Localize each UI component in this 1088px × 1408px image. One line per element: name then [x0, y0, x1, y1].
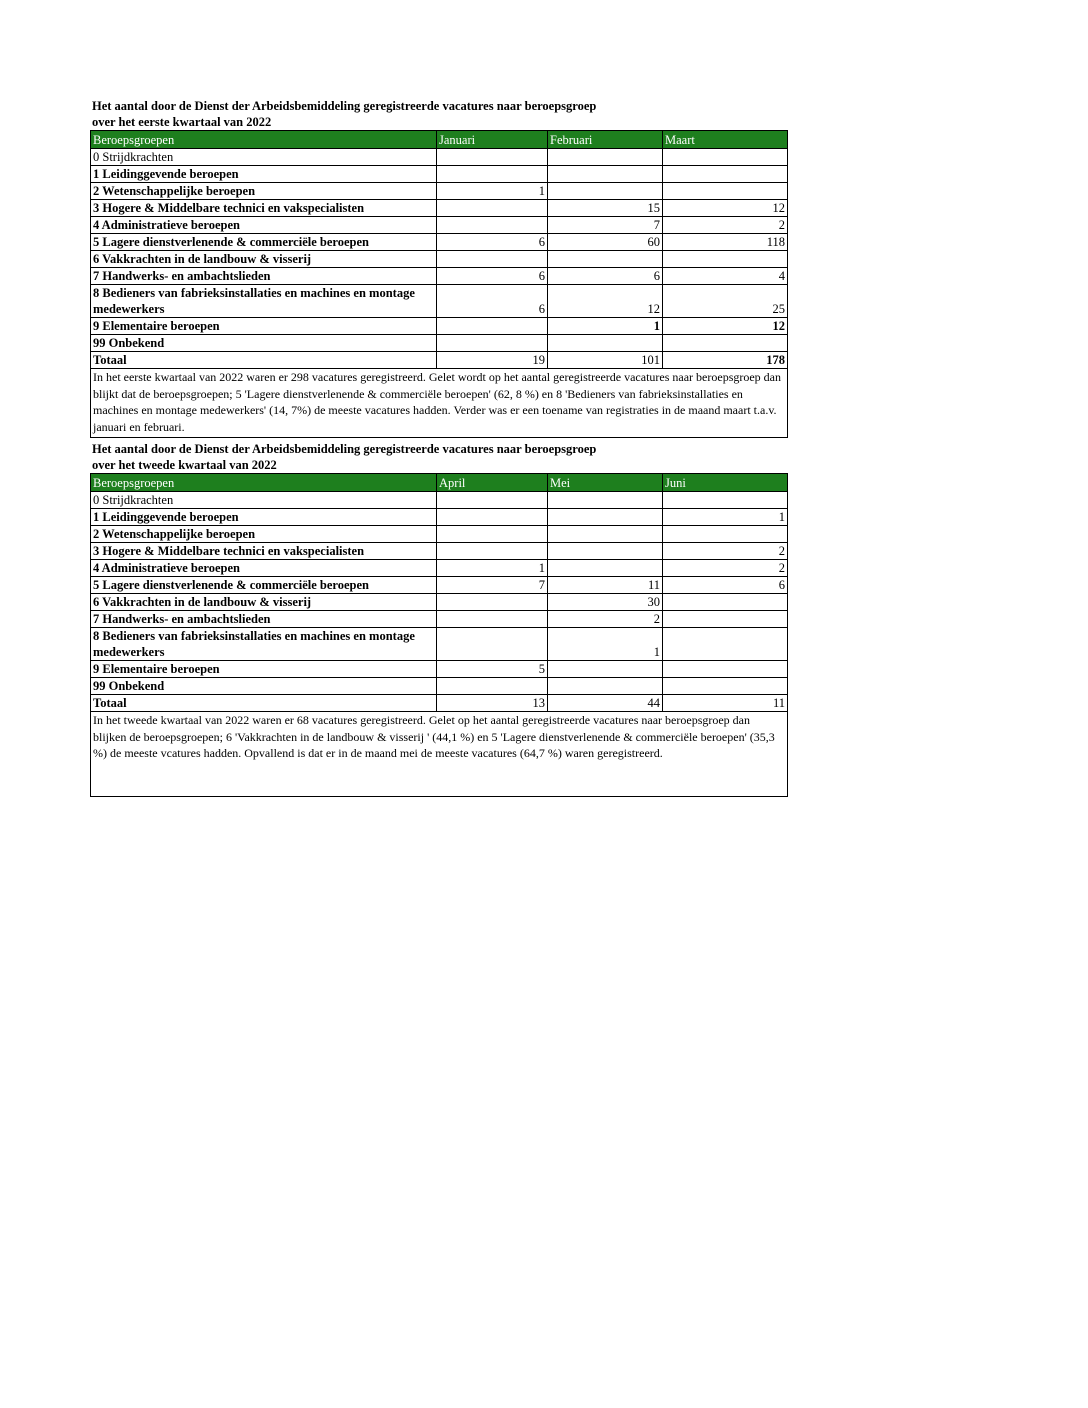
header-beroepsgroepen: Beroepsgroepen — [91, 474, 437, 492]
cell-value — [437, 335, 548, 352]
row-label: 1 Leidinggevende beroepen — [91, 509, 437, 526]
row-label: 6 Vakkrachten in de landbouw & visserij — [91, 251, 437, 268]
cell-value — [663, 678, 788, 695]
row-label: 4 Administratieve beroepen — [91, 560, 437, 577]
cell-value: 1 — [437, 560, 548, 577]
cell-value: 5 — [437, 661, 548, 678]
row-label: 6 Vakkrachten in de landbouw & visserij — [91, 594, 437, 611]
row-label: 2 Wetenschappelijke beroepen — [91, 183, 437, 200]
cell-value — [437, 594, 548, 611]
cell-value — [548, 166, 663, 183]
table-row — [91, 251, 788, 268]
cell-value — [548, 661, 663, 678]
table-row — [91, 318, 788, 335]
cell-value: 19 — [437, 352, 548, 369]
row-label: 9 Elementaire beroepen — [91, 661, 437, 678]
cell-value: 7 — [548, 217, 663, 234]
row-label: 7 Handwerks- en ambachtslieden — [91, 611, 437, 628]
cell-value: 13 — [437, 695, 548, 712]
table-row — [91, 594, 788, 611]
table-row — [91, 543, 788, 560]
table-title-line2: over het eerste kwartaal van 2022 — [92, 115, 272, 129]
table-row — [91, 200, 788, 217]
row-label: 8 Bedieners van fabrieksinstallaties en machines en montage medewerkers — [91, 285, 437, 318]
cell-value — [663, 183, 788, 200]
cell-value: 1 — [548, 628, 663, 661]
total-row — [91, 695, 788, 712]
cell-value — [548, 560, 663, 577]
header-month-2: Mei — [548, 474, 663, 492]
cell-value: 1 — [437, 183, 548, 200]
cell-value: 12 — [663, 200, 788, 217]
table-note: In het eerste kwartaal van 2022 waren er 298 vacatures geregistreerd. Gelet wordt op het aantal geregistreerde vacatures naar beroepsgroep dan blijkt dat de beroepsgroepen; 5 'Lagere dienstverlenende & commerciële beroepen' (62, 8 %) en 8 'Bedieners van fabrieksinstallaties en machines en montage medewerkers' (14, 7%) de meeste vacatures hadden. Verder was er een toename van registraties in de maand maart t.a.v. januari en februari. — [91, 369, 788, 438]
cell-value: 7 — [437, 577, 548, 594]
table-block-q2 — [90, 441, 787, 797]
table-row — [91, 661, 788, 678]
cell-value — [437, 509, 548, 526]
cell-value: 6 — [437, 234, 548, 251]
row-label: 2 Wetenschappelijke beroepen — [91, 526, 437, 543]
cell-value — [437, 200, 548, 217]
cell-value — [663, 594, 788, 611]
cell-value — [663, 251, 788, 268]
row-label: Totaal — [91, 352, 437, 369]
cell-value: 11 — [548, 577, 663, 594]
cell-value — [437, 611, 548, 628]
table-row — [91, 268, 788, 285]
cell-value: 118 — [663, 234, 788, 251]
cell-value — [548, 492, 663, 509]
table-note: In het tweede kwartaal van 2022 waren er 68 vacatures geregistreerd. Gelet op het aantal geregistreerde vacatures naar beroepsgroep dan blijken de beroepsgroepen; 6 'Vakkrachten in de landbouw & visserij ' (44,1 %) en 5 'Lagere dienstverlenende & commerciële beroepen' (35,3 %) de meeste vcatures hadden. Opvallend is dat er in de maand mei de meeste vacatures (64,7 %) waren geregistreerd. — [91, 712, 788, 797]
table-row — [91, 611, 788, 628]
cell-value: 6 — [663, 577, 788, 594]
cell-value — [663, 611, 788, 628]
cell-value — [548, 543, 663, 560]
cell-value: 2 — [663, 543, 788, 560]
total-row — [91, 352, 788, 369]
cell-value: 25 — [663, 285, 788, 318]
table-row — [91, 149, 788, 166]
vacatures-table-q1 — [90, 130, 788, 438]
cell-value: 12 — [548, 285, 663, 318]
cell-value — [548, 509, 663, 526]
cell-value: 60 — [548, 234, 663, 251]
cell-value: 15 — [548, 200, 663, 217]
cell-value — [548, 678, 663, 695]
table-row — [91, 217, 788, 234]
header-month-2: Februari — [548, 131, 663, 149]
table-row — [91, 526, 788, 543]
cell-value — [437, 526, 548, 543]
note-row — [91, 369, 788, 438]
header-month-3: Juni — [663, 474, 788, 492]
cell-value: 4 — [663, 268, 788, 285]
table-row — [91, 166, 788, 183]
cell-value — [437, 543, 548, 560]
header-month-3: Maart — [663, 131, 788, 149]
row-label: 3 Hogere & Middelbare technici en vakspecialisten — [91, 543, 437, 560]
table-block-q1 — [90, 98, 787, 438]
cell-value: 12 — [663, 318, 788, 335]
table-row — [91, 183, 788, 200]
table-row — [91, 335, 788, 352]
cell-value — [437, 149, 548, 166]
cell-value: 6 — [437, 285, 548, 318]
cell-value — [663, 492, 788, 509]
table-row — [91, 234, 788, 251]
table-row — [91, 577, 788, 594]
header-month-1: Januari — [437, 131, 548, 149]
table-row — [91, 628, 788, 661]
cell-value — [437, 318, 548, 335]
cell-value: 101 — [548, 352, 663, 369]
cell-value: 30 — [548, 594, 663, 611]
note-row — [91, 712, 788, 797]
cell-value — [548, 526, 663, 543]
row-label: 0 Strijdkrachten — [91, 149, 437, 166]
cell-value: 2 — [663, 217, 788, 234]
cell-value — [548, 149, 663, 166]
cell-value: 11 — [663, 695, 788, 712]
row-label: 3 Hogere & Middelbare technici en vakspecialisten — [91, 200, 437, 217]
header-month-1: April — [437, 474, 548, 492]
cell-value — [437, 217, 548, 234]
row-label: 99 Onbekend — [91, 678, 437, 695]
cell-value — [663, 661, 788, 678]
table-row — [91, 285, 788, 318]
cell-value: 178 — [663, 352, 788, 369]
table-title-line1: Het aantal door de Dienst der Arbeidsbemiddeling geregistreerde vacatures naar beroepsgroep — [92, 442, 597, 456]
cell-value — [663, 628, 788, 661]
cell-value — [548, 251, 663, 268]
cell-value: 2 — [663, 560, 788, 577]
cell-value — [548, 183, 663, 200]
table-row — [91, 492, 788, 509]
table-header-row — [91, 131, 788, 149]
cell-value — [663, 526, 788, 543]
table-title-line2: over het tweede kwartaal van 2022 — [92, 458, 277, 472]
vacatures-table-q2 — [90, 473, 788, 797]
row-label: 1 Leidinggevende beroepen — [91, 166, 437, 183]
cell-value: 1 — [663, 509, 788, 526]
header-beroepsgroepen: Beroepsgroepen — [91, 131, 437, 149]
row-label: 8 Bedieners van fabrieksinstallaties en machines en montage medewerkers — [91, 628, 437, 661]
row-label: 4 Administratieve beroepen — [91, 217, 437, 234]
cell-value — [437, 628, 548, 661]
cell-value — [663, 166, 788, 183]
cell-value — [437, 678, 548, 695]
cell-value — [437, 492, 548, 509]
table-row — [91, 560, 788, 577]
cell-value — [663, 335, 788, 352]
cell-value: 1 — [548, 318, 663, 335]
row-label: Totaal — [91, 695, 437, 712]
cell-value: 44 — [548, 695, 663, 712]
row-label: 9 Elementaire beroepen — [91, 318, 437, 335]
row-label: 5 Lagere dienstverlenende & commerciële beroepen — [91, 234, 437, 251]
row-label: 5 Lagere dienstverlenende & commerciële beroepen — [91, 577, 437, 594]
row-label: 7 Handwerks- en ambachtslieden — [91, 268, 437, 285]
cell-value — [548, 335, 663, 352]
cell-value — [437, 251, 548, 268]
cell-value — [437, 166, 548, 183]
cell-value: 6 — [437, 268, 548, 285]
table-row — [91, 509, 788, 526]
table-header-row — [91, 474, 788, 492]
table-title-line1: Het aantal door de Dienst der Arbeidsbemiddeling geregistreerde vacatures naar beroepsgroep — [92, 99, 597, 113]
table-row — [91, 678, 788, 695]
row-label: 0 Strijdkrachten — [91, 492, 437, 509]
cell-value: 2 — [548, 611, 663, 628]
cell-value: 6 — [548, 268, 663, 285]
row-label: 99 Onbekend — [91, 335, 437, 352]
cell-value — [663, 149, 788, 166]
